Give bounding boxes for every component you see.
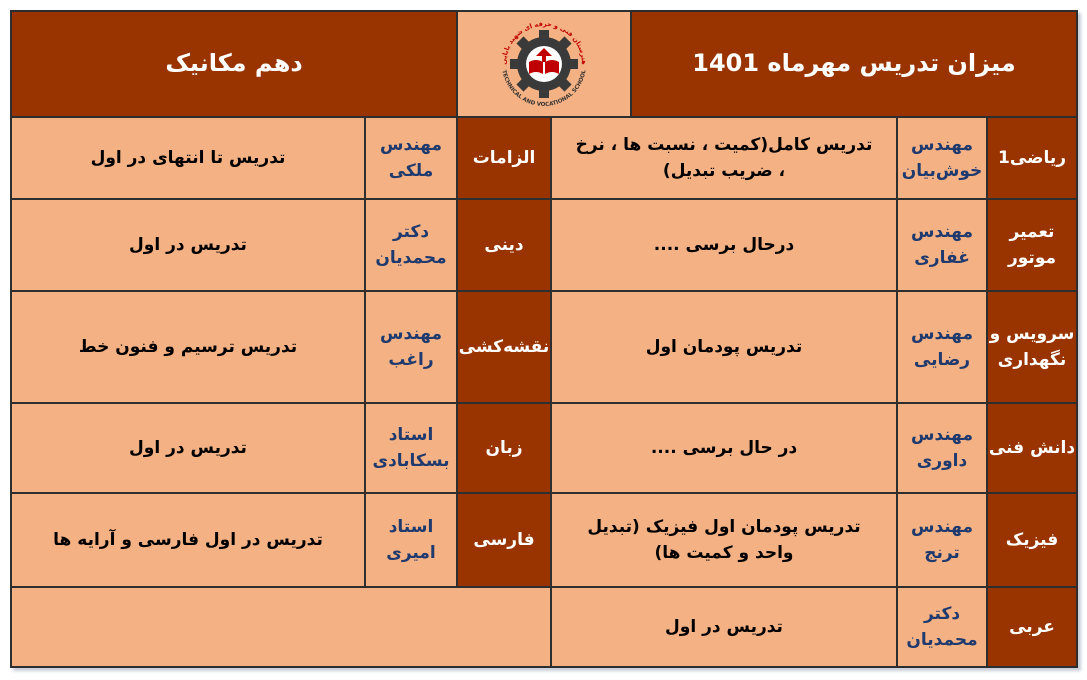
subject-cell: نقشه‌کشی: [458, 292, 550, 402]
subject-cell: ریاضی1: [988, 118, 1076, 198]
teacher-title: مهندس: [911, 424, 973, 445]
teacher-title: دکتر: [923, 603, 961, 624]
empty-cell: [12, 588, 550, 666]
teacher-name: امیری: [386, 543, 436, 563]
teacher-cell: [366, 292, 456, 402]
teacher-title: مهندس: [380, 134, 442, 155]
status-cell: تدریس در اول فارسی و آرایه ها: [12, 494, 364, 586]
teacher-cell: [898, 588, 986, 666]
status-cell: در حال برسی ....: [552, 404, 896, 492]
teacher-title: استاد: [388, 516, 434, 537]
teacher-title: مهندس: [911, 323, 973, 344]
teacher-title: مهندس: [911, 134, 973, 155]
school-logo: [458, 12, 630, 116]
status-cell: تدریس تا انتهای در اول: [12, 118, 364, 198]
subject-cell: عربی: [988, 588, 1076, 666]
subject-cell: تعمیر موتور: [988, 200, 1076, 290]
subject-cell: دینی: [458, 200, 550, 290]
teacher-name: ملکی: [388, 161, 434, 181]
page-title: میزان تدریس مهرماه 1401: [632, 12, 1076, 116]
teacher-cell: [898, 494, 986, 586]
svg-text:TECHNICAL AND VOCATIONAL SCHOO: TECHNICAL AND VOCATIONAL SCHOOL: [500, 69, 588, 109]
subject-cell: فیزیک: [988, 494, 1076, 586]
teacher-cell: [898, 292, 986, 402]
status-cell: تدریس در اول: [552, 588, 896, 666]
teacher-cell: [898, 118, 986, 198]
teacher-name: ترنج: [924, 543, 960, 563]
status-cell: تدریس پودمان اول: [552, 292, 896, 402]
teacher-title: استاد: [388, 424, 434, 445]
subject-cell: الزامات: [458, 118, 550, 198]
status-cell: تدریس در اول: [12, 200, 364, 290]
svg-text:هنرستان فنی و حرفه ای شهید باب: هنرستان فنی و حرفه ای شهید بابایی: [499, 19, 589, 65]
teacher-title: مهندس: [911, 516, 973, 537]
teacher-title: مهندس: [911, 221, 973, 242]
teacher-cell: [366, 200, 456, 290]
teacher-cell: [898, 404, 986, 492]
teacher-name: راغب: [388, 350, 434, 370]
teacher-name: غفاری: [914, 248, 970, 268]
teacher-cell: [898, 200, 986, 290]
teacher-name: رضایی: [913, 350, 971, 370]
teacher-name: محمدیان: [375, 248, 447, 268]
subject-cell: دانش فنی: [988, 404, 1076, 492]
status-cell: تدریس در اول: [12, 404, 364, 492]
teacher-cell: [366, 494, 456, 586]
teacher-name: محمدیان: [906, 630, 978, 650]
teacher-title: دکتر: [392, 221, 430, 242]
status-cell: درحال برسی ....: [552, 200, 896, 290]
teacher-name: بسکابادی: [372, 451, 450, 471]
status-cell: تدریس کامل(کمیت ، نسبت ها ، نرخ ، ضریب تبدیل): [552, 118, 896, 198]
class-title: دهم مکانیک: [12, 12, 456, 116]
status-cell: تدریس ترسیم و فنون خط: [12, 292, 364, 402]
status-cell: تدریس پودمان اول فیزیک (تبدیل واحد و کمیت ها): [552, 494, 896, 586]
teacher-name: داوری: [916, 451, 968, 471]
teacher-cell: [366, 118, 456, 198]
gear-book-logo-icon: [492, 12, 596, 116]
teacher-name: خوش‌بیان: [901, 161, 983, 181]
subject-cell: فارسی: [458, 494, 550, 586]
teacher-title: مهندس: [380, 323, 442, 344]
teacher-cell: [366, 404, 456, 492]
schedule-table: [10, 10, 1078, 668]
subject-cell: زبان: [458, 404, 550, 492]
subject-cell: سرویس و نگهداری: [988, 292, 1076, 402]
